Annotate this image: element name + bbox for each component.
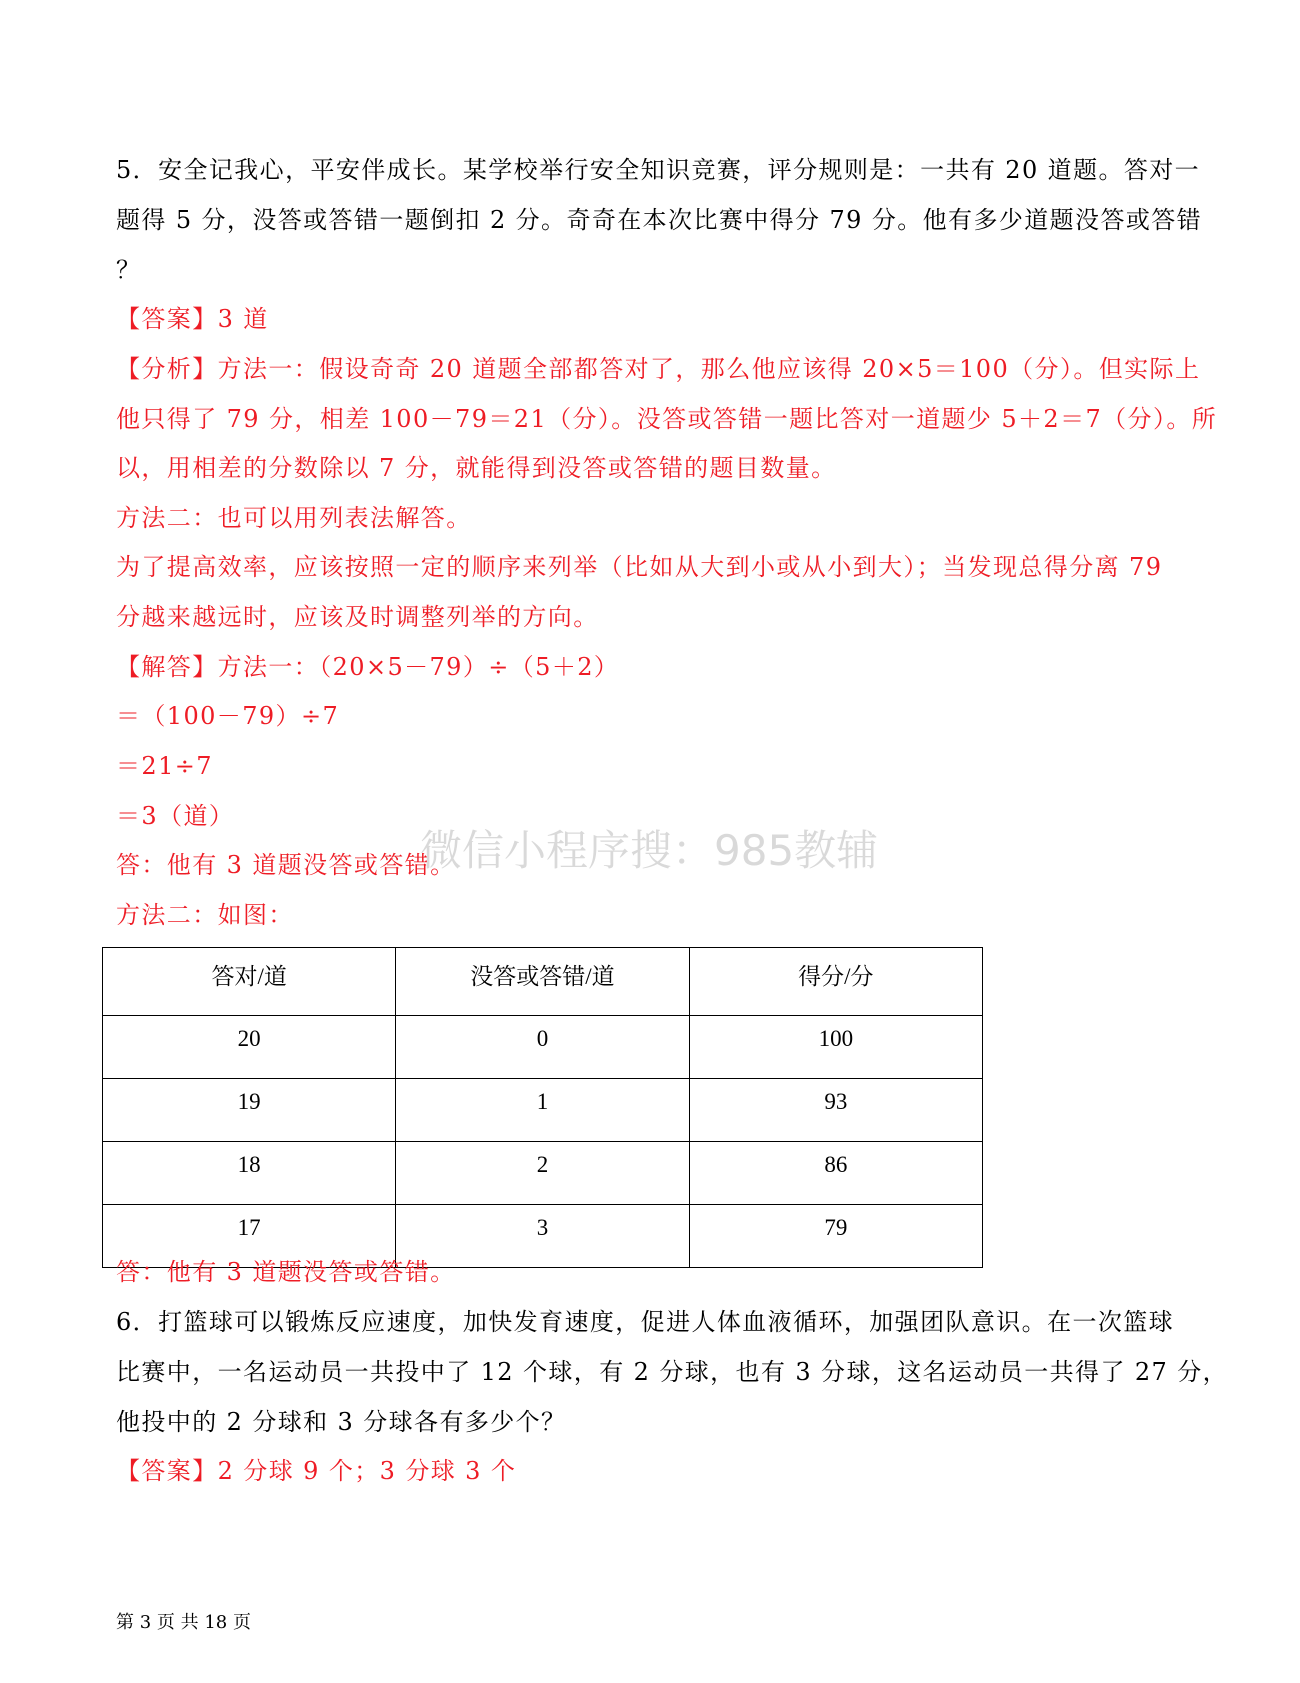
q5-text-line-3: ？ bbox=[116, 256, 142, 284]
table-cell: 100 bbox=[689, 1016, 982, 1079]
q5-analysis-line-6: 分越来越远时，应该及时调整列举的方向。 bbox=[116, 603, 599, 631]
q5-solution-line-4: ＝3（道） bbox=[116, 802, 235, 830]
table-header-correct: 答对/道 bbox=[103, 948, 396, 1016]
q5-analysis-line-5: 为了提高效率，应该按照一定的顺序来列举（比如从大到小或从小到大）；当发现总得分离 79 bbox=[116, 553, 1163, 581]
page-number-footer: 第 3 页 共 18 页 bbox=[116, 1612, 251, 1633]
q5-text-line-1: 5．安全记我心，平安伴成长。某学校举行安全知识竞赛，评分规则是：一共有 20 道题。答对一 bbox=[116, 156, 1201, 184]
table-cell: 20 bbox=[103, 1016, 396, 1079]
table-cell: 86 bbox=[689, 1142, 982, 1205]
table-row bbox=[103, 1142, 983, 1205]
q5-solution-line-3: ＝21÷7 bbox=[116, 752, 213, 780]
table-cell: 3 bbox=[396, 1205, 689, 1268]
q5-analysis-line-3: 以，用相差的分数除以 7 分，就能得到没答或答错的题目数量。 bbox=[116, 454, 837, 482]
table-cell: 19 bbox=[103, 1079, 396, 1142]
table-cell: 93 bbox=[689, 1079, 982, 1142]
q5-analysis-line-4: 方法二：也可以用列表法解答。 bbox=[116, 504, 472, 532]
table-cell: 17 bbox=[103, 1205, 396, 1268]
q5-solution-line-2: ＝（100－79）÷7 bbox=[116, 702, 340, 730]
q5-answer: 【答案】3 道 bbox=[116, 305, 269, 333]
q5-analysis-line-1: 【分析】方法一：假设奇奇 20 道题全部都答对了，那么他应该得 20×5＝100（分）。但实际上 bbox=[116, 355, 1201, 383]
q5-solution-line-6: 方法二：如图： bbox=[116, 901, 294, 929]
table-row bbox=[103, 1079, 983, 1142]
table-cell: 18 bbox=[103, 1142, 396, 1205]
table-cell: 79 bbox=[689, 1205, 982, 1268]
q6-text-line-3: 他投中的 2 分球和 3 分球各有多少个？ bbox=[116, 1408, 567, 1436]
q6-text-line-2: 比赛中，一名运动员一共投中了 12 个球，有 2 分球，也有 3 分球，这名运动员一共得了 27 分， bbox=[116, 1358, 1229, 1386]
q5-final-answer: 答：他有 3 道题没答或答错。 bbox=[116, 1258, 456, 1286]
q6-answer: 【答案】2 分球 9 个；3 分球 3 个 bbox=[116, 1457, 517, 1485]
table-header-wrong: 没答或答错/道 bbox=[396, 948, 689, 1016]
table-header-score: 得分/分 bbox=[689, 948, 982, 1016]
q5-solution-line-1: 【解答】方法一：（20×5－79）÷（5＋2） bbox=[116, 653, 620, 681]
q5-text-line-2: 题得 5 分，没答或答错一题倒扣 2 分。奇奇在本次比赛中得分 79 分。他有多少道题没答或答错 bbox=[116, 206, 1203, 234]
table-cell: 1 bbox=[396, 1079, 689, 1142]
watermark-text: 微信小程序搜：985教辅 bbox=[420, 826, 879, 875]
table-cell: 0 bbox=[396, 1016, 689, 1079]
q5-solution-line-5: 答：他有 3 道题没答或答错。 bbox=[116, 851, 456, 879]
q6-text-line-1: 6．打篮球可以锻炼反应速度，加快发育速度，促进人体血液循环，加强团队意识。在一次篮球 bbox=[116, 1308, 1175, 1336]
table-header-row bbox=[103, 948, 983, 1016]
enumeration-table bbox=[102, 947, 983, 1268]
table-row bbox=[103, 1016, 983, 1079]
q5-analysis-line-2: 他只得了 79 分，相差 100－79＝21（分）。没答或答错一题比答对一道题少 5＋2＝7（分）。所 bbox=[116, 405, 1218, 433]
table-cell: 2 bbox=[396, 1142, 689, 1205]
